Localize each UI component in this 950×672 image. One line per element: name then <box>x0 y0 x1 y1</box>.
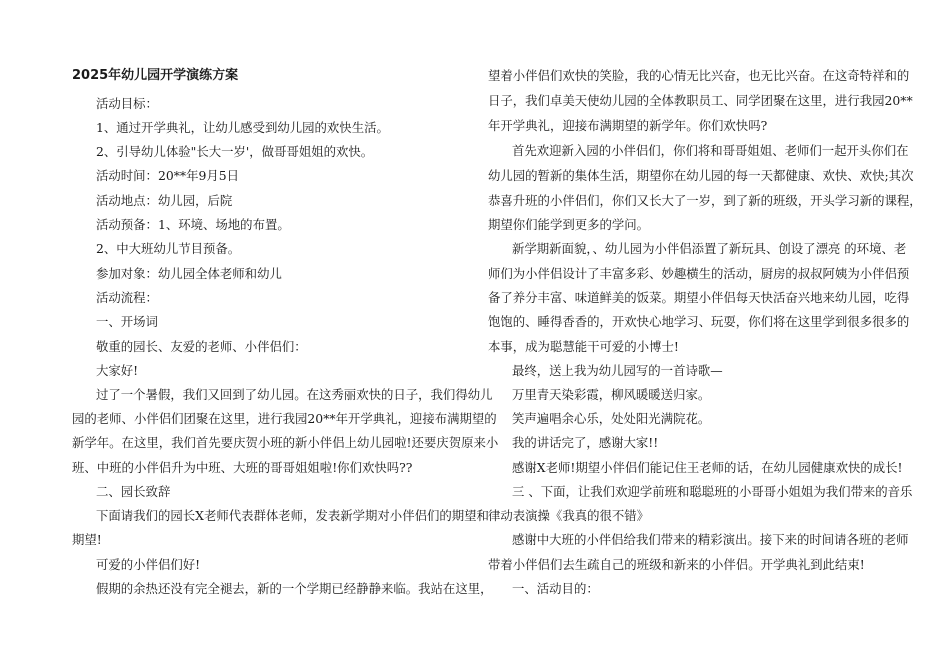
left-column-text-line: 参加对象：幼儿园全体老师和幼儿 <box>96 266 282 281</box>
right-column-text-line: 期望你们能学到更多的学问。 <box>488 217 650 232</box>
right-column-text-line: 律动表演操《我真的很不错》 <box>488 508 650 523</box>
left-column-text-line: 2、引导幼儿体验"长大一岁'，做哥哥姐姐的欢快。 <box>96 144 374 159</box>
right-column-text-line: 万里青天染彩霞，柳风暖暖送归家。 <box>512 387 711 402</box>
left-column-text-line: 期望! <box>72 532 102 547</box>
left-column-text-line: 2、中大班幼儿节目预备。 <box>96 241 241 256</box>
right-column-text-line: 年开学典礼，迎接布满期望的新学年。你们欢快吗? <box>488 118 768 133</box>
left-column-text-line: 可爱的小伴侣们好! <box>96 557 201 572</box>
left-column-text-line: 二、园长致辞 <box>96 484 171 499</box>
right-column-text-line: 师们为小伴侣设计了丰富多彩、妙趣横生的活动，厨房的叔叔阿姨为小伴侣预 <box>488 266 910 281</box>
right-column-text-line: 幼儿园的暂新的集体生活，期望你在幼儿园的每一天都健康、欢快、欢快;其次 <box>488 168 914 183</box>
document-title: 2025年幼儿园开学演练方案 <box>72 68 239 83</box>
left-column-text-line: 活动流程： <box>96 290 158 305</box>
left-column-text-line: 活动目标： <box>96 96 158 111</box>
right-column-text-line: 新学期新面貌，、幼儿园为小伴侣添置了新玩具、创设了漂亮 的环境、老 <box>512 241 907 256</box>
right-column-text-line: 笑声遍唱余心乐，处处阳光满院花。 <box>512 411 711 426</box>
left-column-text-line: 一、开场词 <box>96 314 158 329</box>
left-column-text-line: 1、通过开学典礼，让幼儿感受到幼儿园的欢快生活。 <box>96 120 389 135</box>
right-column-text-line: 三 、下面，让我们欢迎学前班和聪聪班的小哥哥小姐姐为我们带来的音乐 <box>512 484 913 499</box>
right-column-text-line: 本事，成为聪慧能干可爱的小博士! <box>488 339 679 354</box>
left-column-text-line: 活动预备：1、环境、场地的布置。 <box>96 217 290 232</box>
left-column-text-line: 活动地点：幼儿园，后院 <box>96 193 233 208</box>
right-column-text-line: 饱饱的、睡得香香的，开欢快心地学习、玩耍，你们将在这里学到很多很多的 <box>488 314 910 329</box>
right-column-text-line: 恭喜升班的小伴侣们，你们又长大了一岁，到了新的班级，开头学习新的课程， <box>488 193 922 208</box>
left-column-text-line: 过了一个暑假，我们又回到了幼儿园。在这秀丽欢快的日子，我们得幼儿 <box>96 387 493 402</box>
right-column-text-line: 感谢中大班的小伴侣给我们带来的精彩演出。接下来的时间请各班的老师 <box>512 532 909 547</box>
right-column-text-line: 望着小伴侣们欢快的笑脸，我的心情无比兴奋，也无比兴奋。在这奇特祥和的 <box>488 68 910 83</box>
right-column-text-line: 日子，我们卓美天使幼儿园的全体教职员工、同学团聚在这里，进行我园20** <box>488 93 913 108</box>
right-column-text-line: 最终，送上我为幼儿园写的一首诗歌— <box>512 363 723 378</box>
right-column-text-line: 备了养分丰富、味道鲜美的饭菜。期望小伴侣每天快活奋兴地来幼儿园，吃得 <box>488 290 910 305</box>
left-column-text-line: 敬重的园长、友爱的老师、小伴侣们： <box>96 339 307 354</box>
left-column-text-line: 下面请我们的园长X老师代表群体老师，发表新学期对小伴侣们的期望和 <box>96 508 489 523</box>
right-column-text-line: 我的讲话完了，感谢大家!! <box>512 435 659 450</box>
left-column-text-line: 假期的余热还没有完全褪去，新的一个学期已经静静来临。我站在这里， <box>96 581 493 596</box>
left-column-text-line: 新学年。在这里，我们首先要庆贺小班的新小伴侣上幼儿园啦!还要庆贺原来小 <box>72 435 499 450</box>
right-column-text-line: 带着小伴侣们去生疏自己的班级和新来的小伴侣。开学典礼到此结束! <box>488 557 865 572</box>
left-column-text-line: 活动时间：20**年9月5日 <box>96 168 240 183</box>
left-column-text-line: 园的老师、小伴侣们团聚在这里，进行我园20**年开学典礼，迎接布满期望的 <box>72 411 497 426</box>
right-column-text-line: 一、活动目的： <box>512 581 599 596</box>
right-column-text-line: 感谢X老师!期望小伴侣们能记住王老师的话，在幼儿园健康欢快的成长! <box>512 460 903 475</box>
left-column-text-line: 大家好! <box>96 363 139 378</box>
right-column-text-line: 首先欢迎新入园的小伴侣们，你们将和哥哥姐姐、老师们一起开头你们在 <box>512 143 909 158</box>
left-column-text-line: 班、中班的小伴侣升为中班、大班的哥哥姐姐啦!你们欢快吗?? <box>72 460 413 475</box>
